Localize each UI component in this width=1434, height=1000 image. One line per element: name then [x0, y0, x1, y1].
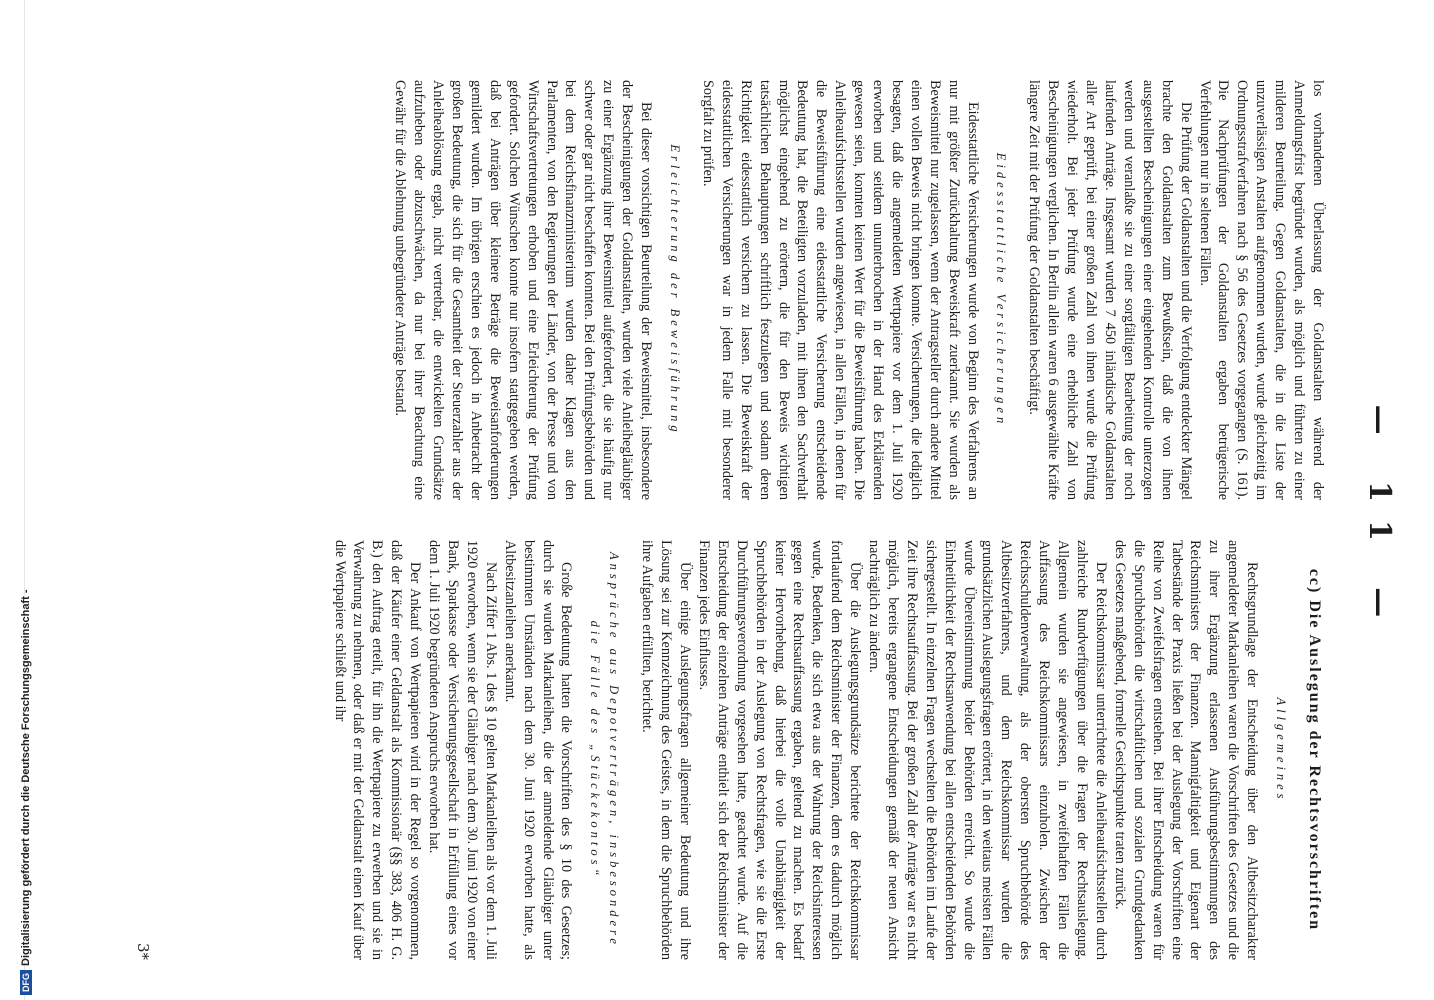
paragraph: Nach Ziffer 1 Abs. 1 des § 10 gelten Markanleihen als vor dem 1. Juli 1920 erworben, wenn sie der Gläubiger nach dem 30. Juni 1920 von einer Bank, Sparkasse oder Versicherungsgesellschaft in Erfüllung eines vor dem 1. Juli 1920 begründeten Anspruchs erworben hat. [426, 540, 499, 960]
subheading: Ansprüche aus Depotverträgen, insbesondere die Fälle des „Stückekontos“ [588, 552, 622, 948]
digitization-note [0, 0, 32, 1000]
subheading: Allgemeines [1274, 697, 1289, 803]
paragraph: Große Bedeutung hatten die Vorschriften des § 10 des Gesetzes; durch sie wurden Markanleihen, die der anmeldende Gläubiger unter bestimmten Umständen nach dem 30. Juni 1920 erworben hatte, als Altbesitzanleihen anerkannt. [501, 540, 575, 960]
paragraph: los vorhandenen Überlassung der Goldanstalten während der Anmeldungsfrist begründet wurden, als möglich und führten zu einer milderen Beurteilung. Gegen Goldanstalten, die in die Liste der unzuverlässigen Anstalten aufgenommen wurden, wurde gleichzeitig im Ordnungsstrafverfahren nach § 56 des Gesetzes vorgegangen (S. 161). Die Nachprüfungen der Goldanstalten ergaben betrügerische Verfehlungen nur in seltenen Fällen. [1196, 80, 1326, 500]
page-number: — 11 — [1362, 404, 1397, 636]
paragraph: Der Ankauf von Wertpapieren wird in der Regel so vorgenommen, daß der Käufer einer Geldanstalt als Kommissionär (§§ 383, 406 H. G. B.) den Auftrag erteilt, für ihn die Wertpapiere zu erwerben und sie in Verwahrung zu nehmen, oder daß er mit der Geldanstalt einen Kauf über die Wertpapiere schließt und ihr [331, 540, 424, 960]
paragraph: Der Reichskommissar unterrichtete die Anleiheaufsichtsstellen durch zahlreiche Rundverfügungen über die Fragen der Rechtsauslegung. Allgemein wurden sie angewiesen, in zweifelhaften Fällen die Auffassung des Reichskommissars einzuholen. Zwischen der Reichsschuldenverwaltung, als der obersten Spruchbehörde des Altbesitzverfahrens, und dem Reichskommissar wurden die grundsätzlichen Auslegungsfragen erörtert, in den weitaus meisten Fällen wurde Übereinstimmung beider Behörden erreicht. So wurde die Einheitlichkeit der Rechtsanwendung bei allen entscheidenden Behörden sichergestellt. In einzelnen Fragen wechselten die Behörden im Laufe der Zeit ihre Rechtsauffassung. Bei der großen Zahl der Anträge war es nicht möglich, bereits ergangene Entscheidungen gemäß der neuen Ansicht nachträglich zu ändern. [866, 540, 1109, 960]
subheading: Erleichterung der Beweisführung [668, 144, 682, 436]
section-heading: cc) Die Auslegung der Rechtsvorschriften [1306, 568, 1323, 932]
scanned-page [127, 80, 1397, 960]
digitization-text: Digitalisierung gefördert durch die Deutsche Forschungsgemeinschaft - [20, 589, 32, 966]
paragraph: Rechtsgrundlage der Entscheidung über den Altbesitzcharakter angemeldeter Markanleihen waren die Vorschriften des Gesetzes und die zu ihrer Ergänzung erlassenen Ausführungsbestimmungen des Reichsministers der Finanzen. Mannigfaltigkeit und Eigenart der Tatbestände der Praxis ließen bei der Auslegung der Vorschriften eine Reihe von Zweifelsfragen entstehen. Bei ihrer Entscheidung waren für die Spruchbehörden die wirtschaftlichen und sozialen Grundgedanken des Gesetzes maßgebend, formelle Gesichtspunkte traten zurück. [1111, 540, 1261, 960]
dfg-logo-icon: DFG [20, 970, 32, 995]
paragraph: Über die Auslegungsgrundsätze berichtete der Reichskommissar fortlaufend dem Reichsminister der Finanzen, dem es dadurch möglich wurde, Bedenken, die sich etwa aus der Wahrung der Reichsinteressen gegen eine Rechtsauffassung ergaben, geltend zu machen. Es bedarf keiner Hervorhebung, daß hierbei die volle Unabhängigkeit der Spruchbehörden in der Auslegung von Rechtsfragen, wie sie die Erste Durchführungsverordnung vorgesehen hatte, geachtet wurde. Auf die Entscheidung der einzelnen Anträge enthielt sich der Reichsminister der Finanzen jedes Einflusses. [695, 540, 864, 960]
subheading: Eidesstattliche Versicherungen [994, 152, 1009, 428]
left-column [390, 80, 1327, 500]
page-content [127, 80, 1397, 960]
paragraph: Bei dieser vorsichtigen Beurteilung der Beweismittel, insbesondere der Bescheinigungen der Goldanstalten, wurden viele Anleihegläubiger zu einer Ergänzung ihrer Beweismittel aufgefordert, die sie häufig nur schwer oder gar nicht beschaffen konnten. Bei den Prüfungsbehörden und bei dem Reichsfinanzministerium wurden daher Klagen aus den Parlamenten, von den Regierungen der Länder, von der Presse und von Wirtschaftsvertretungen erhoben und eine Erleichterung der Prüfung gefordert. Solchen Wünschen konnte nur insofern stattgegeben werden, daß bei Anträgen über kleinere Beträge die Beweisanforderungen gemildert wurden. Im übrigen erschien es jedoch in Anbetracht der großen Bedeutung, die sich für die Gesamtheit der Steuerzahler aus der Anleiheablösung ergab, nicht vertretbar, die entwickelten Grundsätze aufzuheben oder abzuschwächen, da nur bei ihrer Beachtung eine Gewähr für die Ablehnung unbegründeter Anträge bestand. [392, 80, 655, 500]
paragraph: Die Prüfung der Goldanstalten und die Verfolgung entdeckter Mängel brachte den Goldanstalten zum Bewußtsein, daß die von ihnen ausgestellten Bescheinigungen einer eingehenden Kontrolle unterzogen werden und veranlaßte sie zu einer sorgfältigen Bearbeitung der noch laufenden Anträge. Insgesamt wurden 7 450 inländische Goldanstalten aller Art geprüft, bei einer großen Zahl von ihnen wurde die Prüfung wiederholt. Bei jeder Prüfung wurde eine erhebliche Zahl von Bescheinigungen verglichen. In Berlin allein waren 6 ausgewählte Kräfte längere Zeit mit der Prüfung der Goldanstalten beschäftigt. [1026, 80, 1194, 500]
paragraph: Über einige Auslegungsfragen allgemeiner Bedeutung und ihre Lösung sei zur Kennzeichnung des Geistes, in dem die Spruchbehörden ihre Aufgaben erfüllten, berichtet. [639, 540, 693, 960]
page-header [1337, 80, 1397, 960]
right-column [330, 540, 1327, 960]
paragraph: Eidesstattliche Versicherungen wurde von Beginn des Verfahrens an nur mit größter Zurückhaltung Beweiskraft zuerkannt. Sie wurden als Beweismittel nur zugelassen, wenn der Antragsteller durch andere Mittel einen vollen Beweis nicht bringen konnte. Versicherungen, die lediglich besagten, daß die angemeldeten Wertpapiere vor dem 1. Juli 1920 erworben und seitdem ununterbrochen in der Hand des Erklärenden gewesen seien, konnten keinen Wert für die Beweisführung haben. Die Anleiheaufsichtsstellen wurden angewiesen, in allen Fällen, in denen für die Beweisführung eine eidesstattliche Versicherung entscheidende Bedeutung hat, die Beteiligten vorzuladen, mit ihnen den Sachverhalt möglichst eingehend zu erörtern, die für den Beweis wichtigen tatsächlichen Behauptungen schriftlich festzulegen und sodann deren Richtigkeit eidesstattlich versichern zu lassen. Die Beweiskraft der eidesstattlichen Versicherungen war in jedem Falle mit besonderer Sorgfalt zu prüfen. [699, 80, 981, 500]
signature-mark: 3* [134, 942, 152, 960]
